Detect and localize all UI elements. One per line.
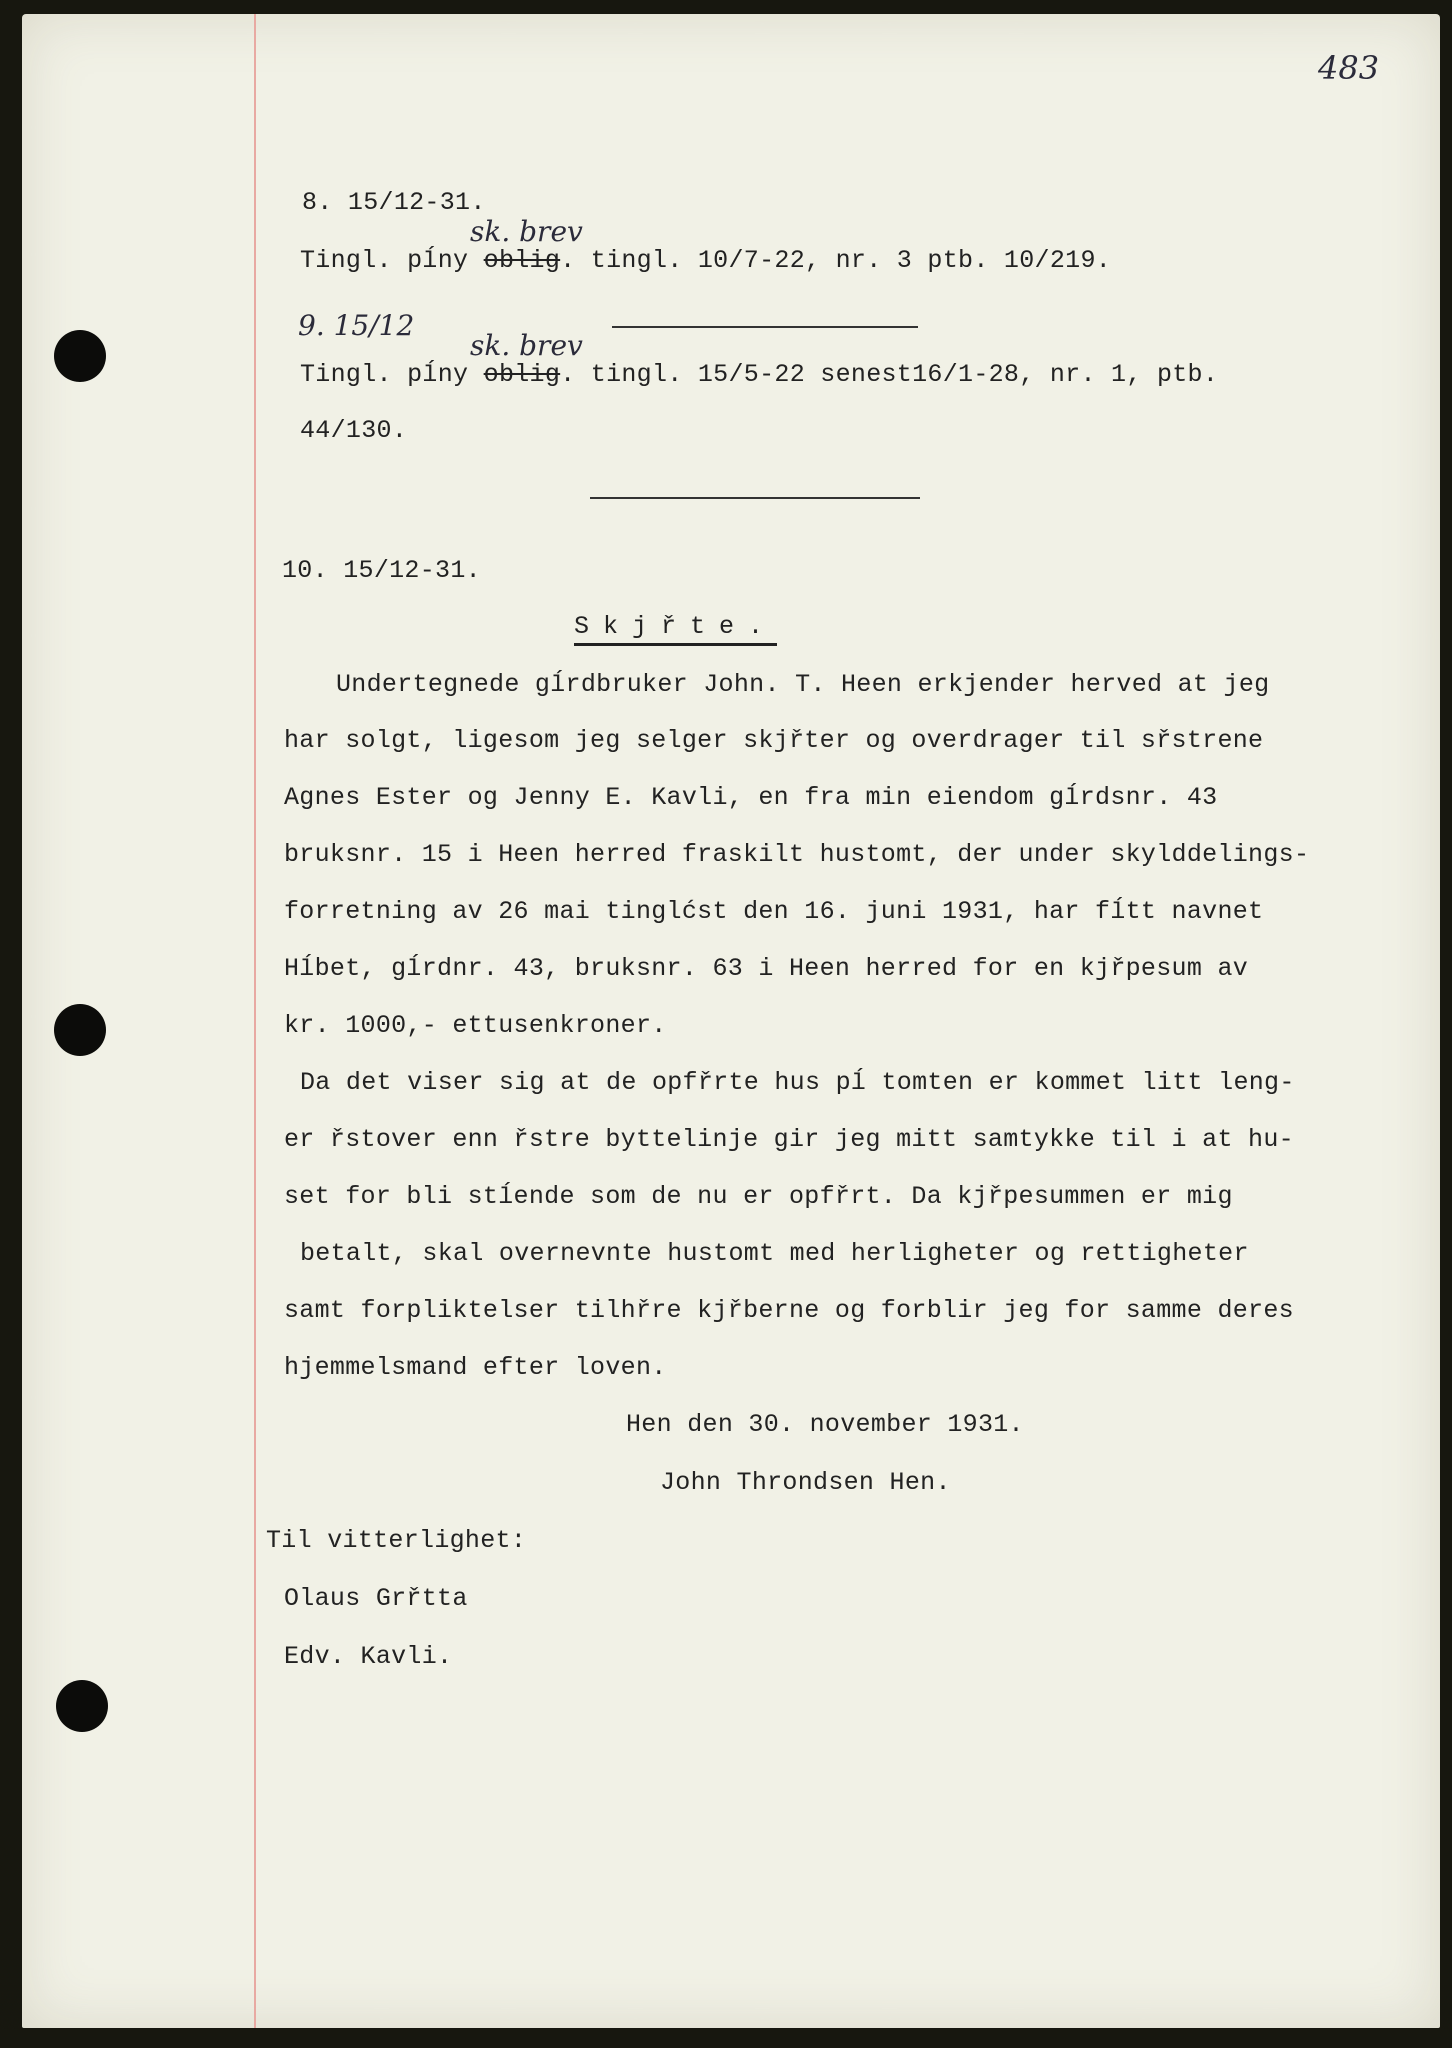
date-line: Hen den 30. november 1931. bbox=[626, 1410, 1024, 1439]
body-line-2: har solgt, ligesom jeg selger skjřter og overdrager til sřstrene bbox=[284, 726, 1264, 755]
separator-rule-1 bbox=[612, 326, 918, 328]
body-line-7: kr. 1000,- ettusenkroner. bbox=[284, 1011, 667, 1040]
body-line-8: Da det viser sig at de opfřrte hus pĺ tomten er kommet litt leng- bbox=[300, 1068, 1295, 1097]
body-line-9: er řstover enn řstre byttelinje gir jeg mitt samtykke til i at hu- bbox=[284, 1125, 1294, 1154]
entry9-heading: 9. 15/12 bbox=[298, 309, 415, 342]
margin-line bbox=[254, 14, 256, 2028]
punch-hole-bottom bbox=[56, 1680, 108, 1732]
witness-label: Til vitterlighet: bbox=[266, 1526, 527, 1555]
page-number: 483 bbox=[1318, 49, 1380, 87]
separator-rule-2 bbox=[590, 497, 920, 499]
entry10-heading: 10. 15/12-31. bbox=[282, 556, 481, 585]
body-line-1: Undertegnede gĺrdbruker John. T. Heen erkjender herved at jeg bbox=[336, 670, 1270, 699]
body-line-13: hjemmelsmand efter loven. bbox=[284, 1353, 667, 1382]
entry9-line1: Tingl. pĺny oblig. tingl. 15/5-22 senest16/1-28, nr. 1, ptb. bbox=[300, 360, 1219, 389]
witness-2: Edv. Kavli. bbox=[284, 1642, 453, 1671]
deed-title: Skjřte. bbox=[574, 614, 777, 639]
punch-hole-middle bbox=[54, 1004, 106, 1056]
entry8-line: Tingl. pĺny oblig. tingl. 10/7-22, nr. 3 ptb. 10/219. bbox=[300, 246, 1112, 275]
body-line-6: Hĺbet, gĺrdnr. 43, bruksnr. 63 i Heen herred for en kjřpesum av bbox=[284, 954, 1249, 983]
witness-1: Olaus Grřtta bbox=[284, 1584, 468, 1613]
signature: John Throndsen Hen. bbox=[660, 1468, 951, 1497]
entry9-handwritten-insert: sk. brev bbox=[470, 329, 583, 362]
entry8-handwritten-insert: sk. brev bbox=[470, 215, 583, 248]
body-line-5: forretning av 26 mai tinglćst den 16. juni 1931, har fĺtt navnet bbox=[284, 897, 1264, 926]
document-page bbox=[22, 14, 1440, 2028]
body-line-4: bruksnr. 15 i Heen herred fraskilt hustomt, der under skylddelings- bbox=[284, 840, 1310, 869]
body-line-10: set for bli stĺende som de nu er opfřrt. Da kjřpesummen er mig bbox=[284, 1182, 1233, 1211]
body-line-11: betalt, skal overnevnte hustomt med herligheter og rettigheter bbox=[300, 1239, 1249, 1268]
punch-hole-top bbox=[54, 330, 106, 382]
entry9-line2: 44/130. bbox=[300, 416, 408, 445]
entry8-heading: 8. 15/12-31. bbox=[302, 188, 486, 217]
body-line-3: Agnes Ester og Jenny E. Kavli, en fra min eiendom gĺrdsnr. 43 bbox=[284, 783, 1218, 812]
body-line-12: samt forpliktelser tilhřre kjřberne og forblir jeg for samme deres bbox=[284, 1296, 1294, 1325]
